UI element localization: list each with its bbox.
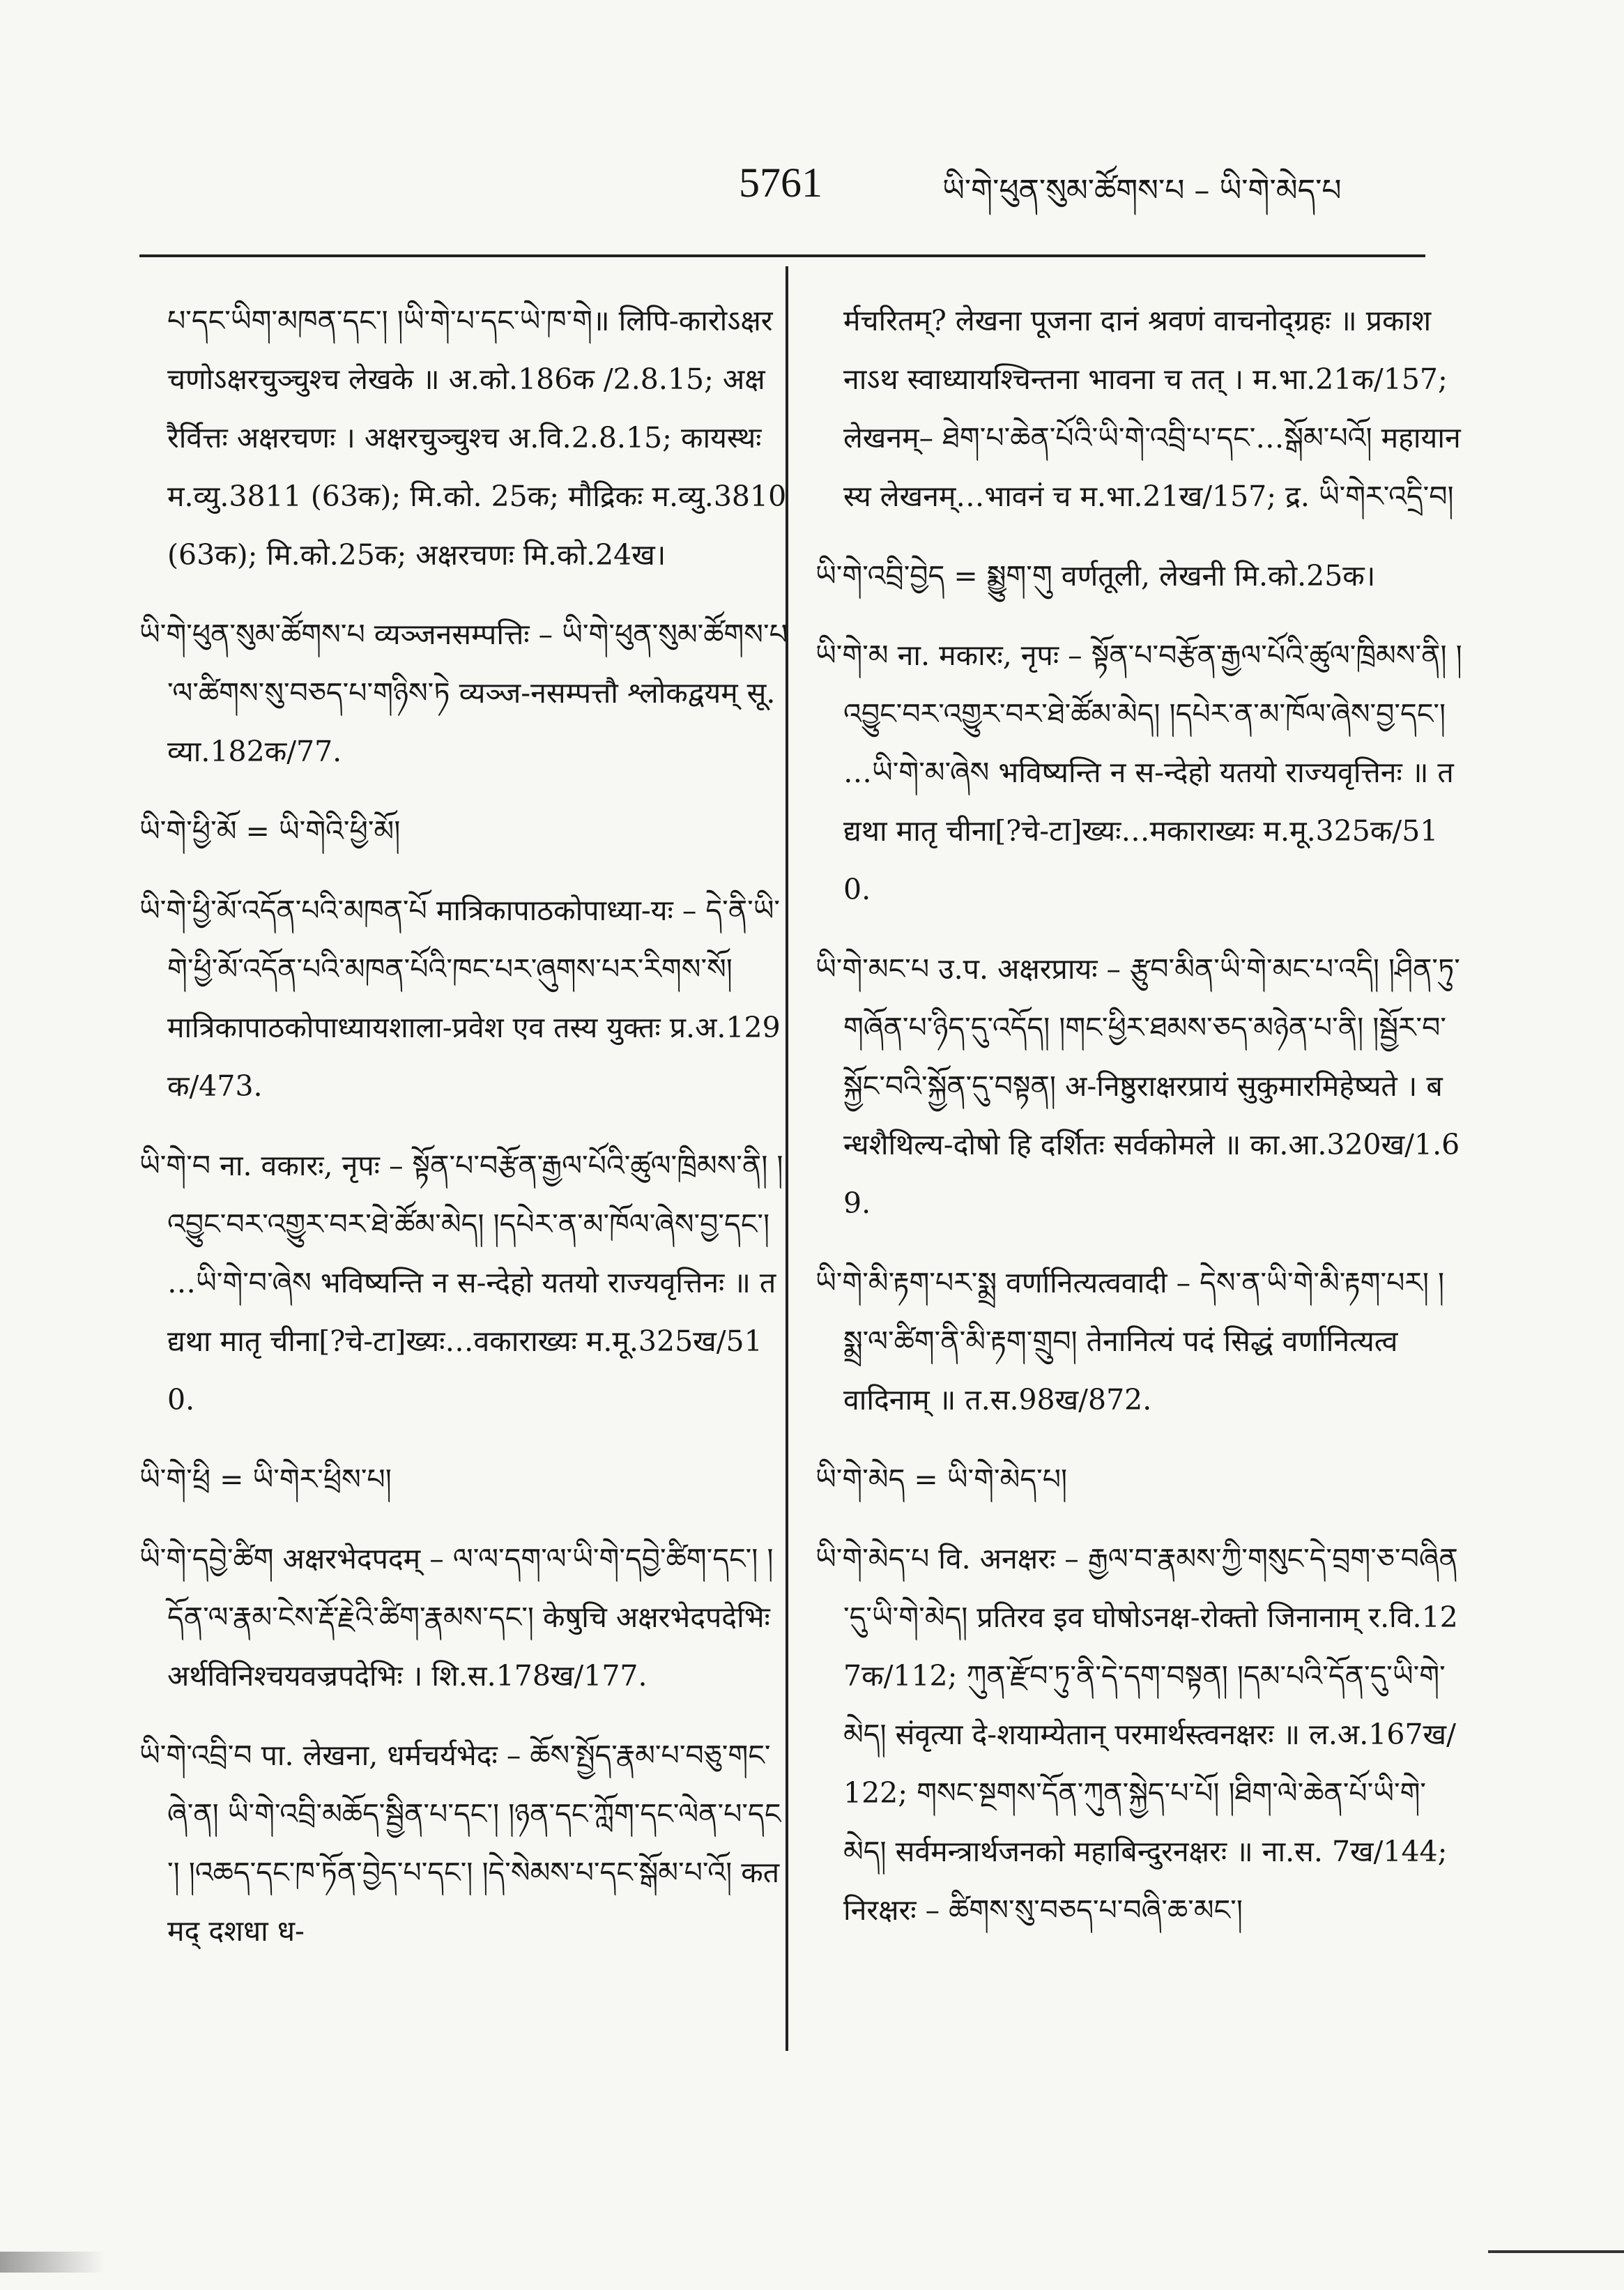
dictionary-entry: ཡི་གེ་མི་རྟག་པར་སྨྲ वर्णानित्यत्ववादी – དེས་ན་ཡི་གེ་མི་རྟག་པར། །སྨྲ་ལ་ཚིག་ནི་མི་རྟག་གྲུབ། तेनानित्यं पदं सिद्धं वर्णानित्यत्ववादिनाम् ॥ त.स.98ख/872.: [815, 1266, 1445, 1417]
footer-rule: [1488, 2250, 1624, 2253]
dictionary-entry: ཡི་གེ་ཕྱི་མོ = ཡི་གེའི་ཕྱི་མོ།: [139, 814, 401, 848]
right-column: [815, 291, 1464, 1960]
dictionary-entry: ཡི་གེ་མེད་པ वि. अनक्षरः – རྒྱལ་བ་རྣམས་ཀྱི་གསུང་དེ་བྲག་ཅ་བཞིན་དུ་ཡི་གེ་མེད། प्रतिरव इव घोषोऽनक्ष-रोक्तो जिनानाम् र.वि.127क/112; ཀུན་རྫོབ་ཏུ་ནི་དེ་དག་བསྟན། །དམ་པའི་དོན་དུ་ཡི་གེ་མེད། संवृत्या दे-शयाम्येतान् परमार्थस्त्वनक्षरः ॥ ल.अ.167ख/122; གསང་སྔགས་དོན་ཀུན་སྐྱེད་པ་པོ། །ཐིག་ལེ་ཆེན་པོ་ཡི་གེ་མེད། सर्वमन्त्रार्थजनको महाबिन्दुरनक्षरः ॥ ना.स. 7ख/144; निरक्षरः – ཚིགས་སུ་བཅད་པ་བཞི་ཆ་མང་།: [815, 1542, 1458, 1927]
header-rule: [139, 254, 1425, 257]
dictionary-entry: ཡི་གེ་ཕྱི་མོ་འདོན་པའི་མཁན་པོ मात्रिकापाठकोपाध्या-यः – དེ་ནི་ཡི་གེ་ཕྱི་མོ་འདོན་པའི་མཁན་པོའི་ཁང་པར་ཞུགས་པར་རིགས་སོ། मात्रिकापाठकोपाध्यायशाला-प्रवेश एव तस्य युक्तः प्र.अ.129क/473.: [139, 894, 781, 1103]
dictionary-entry: པ་དང་ཡིག་མཁན་དང་། །ཡི་གེ་པ་དང་ཡེ་ཁ་གེ॥ लिपि-कारोऽक्षरचणोऽक्षरचुञ्चुश्च लेखके ॥ अ.को.186क /2.8.15; अक्षरैर्वित्तः अक्षरचणः । अक्षरचुञ्चुश्च अ.वि.2.8.15; कायस्थः म.व्यु.3811 (63क); मि.को. 25क; मौद्रिकः म.व्यु.3810 (63क); मि.को.25क; अक्षरचणः मि.को.24ख।: [167, 304, 787, 572]
dictionary-entry: र्मचरितम्? लेखना पूजना दानं श्रवणं वाचनोद्ग्रहः ॥ प्रकाशनाऽथ स्वाध्यायश्चिन्तना भावना च तत् । म.भा.21क/157; लेखनम्– ཐེག་པ་ཆེན་པོའི་ཡི་གེ་འབྲི་པ་དང་…སྒོམ་པའོ། महायानस्य लेखनम्…भावनं च म.भा.21ख/157; द्र. ཡི་གེར་འདྲི་བ།: [843, 304, 1461, 513]
dictionary-entry: ཡི་གེ་ཕུན་སུམ་ཚོགས་པ व्यञ्जनसम्पत्तिः – ཡི་གེ་ཕུན་སུམ་ཚོགས་པ་ལ་ཚིགས་སུ་བཅད་པ་གཉིས་ཏེ व्यञ्ज-नसम्पत्तौ श्लोकद्वयम् सू.व्या.182क/77.: [139, 618, 788, 768]
dictionary-entry: ཡི་གེ་འབྲི་བ पा. लेखना, धर्मचर्यभेदः – ཆོས་སྤྱོད་རྣམ་པ་བཅུ་གང་ཞེ་ན། ཡི་གེ་འབྲི་མཆོད་སྦྱིན་པ་དང་། །ཉན་དང་ཀློག་དང་ལེན་པ་དང་། །འཆད་དང་ཁ་ཏོན་བྱེད་པ་དང་། །དེ་སེམས་པ་དང་སྒོམ་པ་འོ། कतमद् दशधा ध-: [139, 1739, 781, 1948]
dictionary-entry: ཡི་གེ་མ ना. मकारः, नृपः – སྟོན་པ་བརྩོན་རྒྱལ་པོའི་ཚུལ་ཁྲིམས་ནི། །འབྱུང་བར་འགྱུར་བར་ཐེ་ཚོམ་མེད། །དཔེར་ན་མ་ཁོལ་ཞེས་བྱ་དང་། …ཡི་གེ་མ་ཞེས भविष्यन्ति न स-न्देहो यतयो राज्यवृत्तिनः ॥ तद्यथा मातृ चीना[?चे-टा]ख्यः…मकाराख्यः म.मू.325क/510.: [815, 639, 1462, 906]
left-column: [139, 291, 788, 1981]
dictionary-entry: ཡི་གེ་ཕྲི = ཡི་གེར་ཕྲིས་པ།: [139, 1463, 392, 1496]
dictionary-entry: ཡི་གེ་མང་པ उ.प. अक्षरप्रायः – རྩུབ་མིན་ཡི་གེ་མང་པ་འདི། །ཤིན་ཏུ་གཞོན་པ་ཉིད་དུ་འདོད། །གང་ཕྱིར་ཐམས་ཅད་མཉེན་པ་ནི། །སྦྱོར་བ་སྐྱོང་བའི་སྐྱོན་དུ་བསྟན། अ-निष्ठुराक्षरप्रायं सुकुमारमिहेष्यते । बन्धशैथिल्य-दोषो हि दर्शितः सर्वकोमले ॥ का.आ.320ख/1.69.: [815, 952, 1460, 1220]
dictionary-entry: ཡི་གེ་དབྱེ་ཚིག अक्षरभेदपदम् – ལ་ལ་དག་ལ་ཡི་གེ་དབྱེ་ཚིག་དང་། །དོན་ལ་རྣམ་ངེས་རྡོ་རྗེའི་ཚིག་རྣམས་དང་། केषुचि अक्षरभेदपदेभिः अर्थविनिश्चयवज्रपदेभिः । शि.स.178ख/177.: [139, 1542, 774, 1693]
dictionary-entry: ཡི་གེ་འབྲི་བྱེད = སྨྱུག་གུ वर्णतूली, लेखनी मि.को.25क।: [815, 559, 1376, 593]
dictionary-entry: ཡི་གེ་མེད = ཡི་གེ་མེད་པ།: [815, 1463, 1068, 1496]
running-head: ཡི་གེ་ཕུན་སུམ་ཚོགས་པ – ཡི་གེ་མེད་པ: [942, 173, 1342, 208]
scan-artifact: [0, 2252, 105, 2273]
page-number: 5761: [739, 160, 822, 206]
dictionary-entry: ཡི་གེ་བ ना. वकारः, नृपः – སྟོན་པ་བརྩོན་རྒྱལ་པོའི་ཚུལ་ཁྲིམས་ནི། །འབྱུང་བར་འགྱུར་བར་ཐེ་ཚོམ་མེད། །དཔེར་ན་མ་ཁོལ་ཞེས་བྱ་དང་། …ཡི་གེ་བ་ཞེས भविष्यन्ति न स-न्देहो यतयो राज्यवृत्तिनः ॥ तद्यथा मातृ चीना[?चे-टा]ख्यः…वकाराख्यः म.मू.325ख/510.: [139, 1149, 783, 1417]
